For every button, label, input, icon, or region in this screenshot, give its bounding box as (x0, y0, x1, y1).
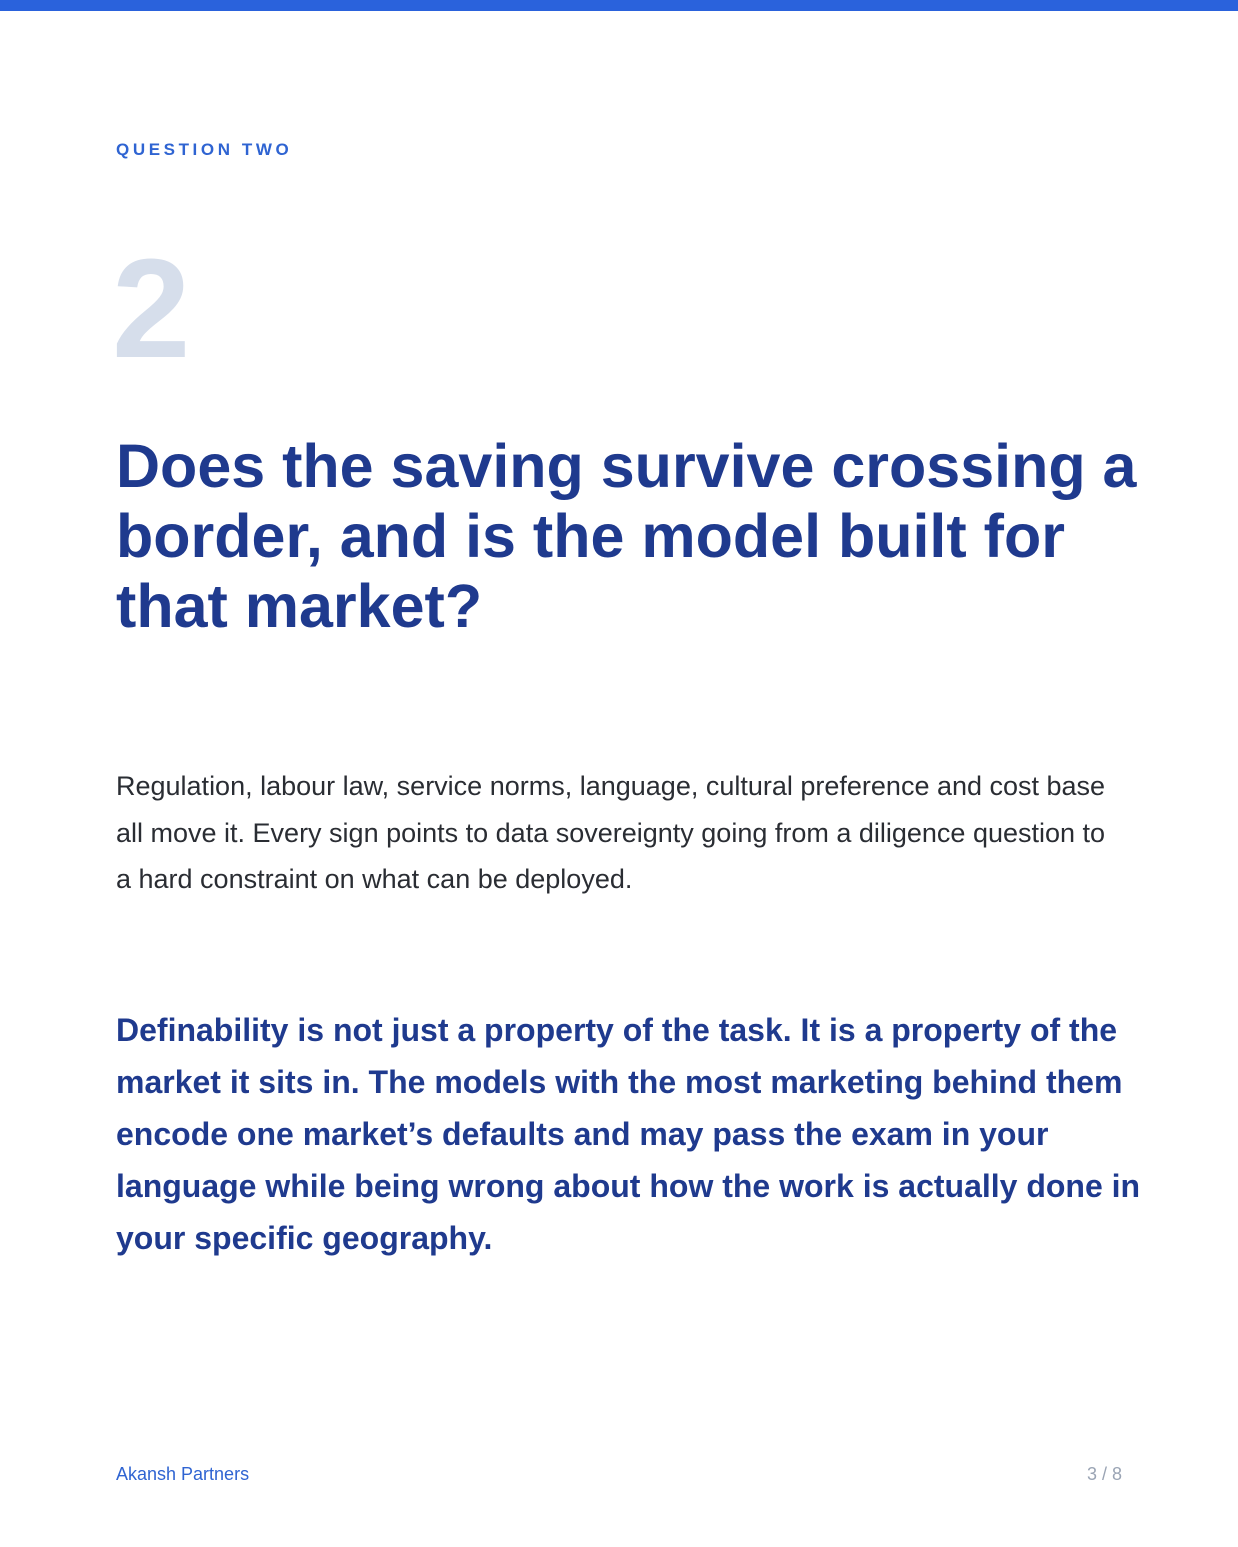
page-number: 3 / 8 (1086, 1464, 1122, 1484)
question-number: 2 (112, 229, 191, 387)
section-eyebrow: QUESTION TWO (116, 140, 293, 159)
top-accent-bar (0, 0, 1238, 11)
body-paragraph: Regulation, labour law, service norms, language, cultural preference and cost base all move it. Every sign points to data sovereignty going from a diligence question to a hard constraint on what can be deployed. (116, 771, 1106, 894)
callout-paragraph: Definability is not just a property of the task. It is a property of the market it sits in. The models with the most marketing behind them encode one market’s defaults and may pass the exam in your language while being wrong about how the work is actually done in your specific geography. (116, 1012, 1141, 1256)
footer-brand: Akansh Partners (116, 1464, 250, 1484)
page-title: Does the saving survive crossing a border, and is the model built for that market? (116, 432, 1137, 640)
